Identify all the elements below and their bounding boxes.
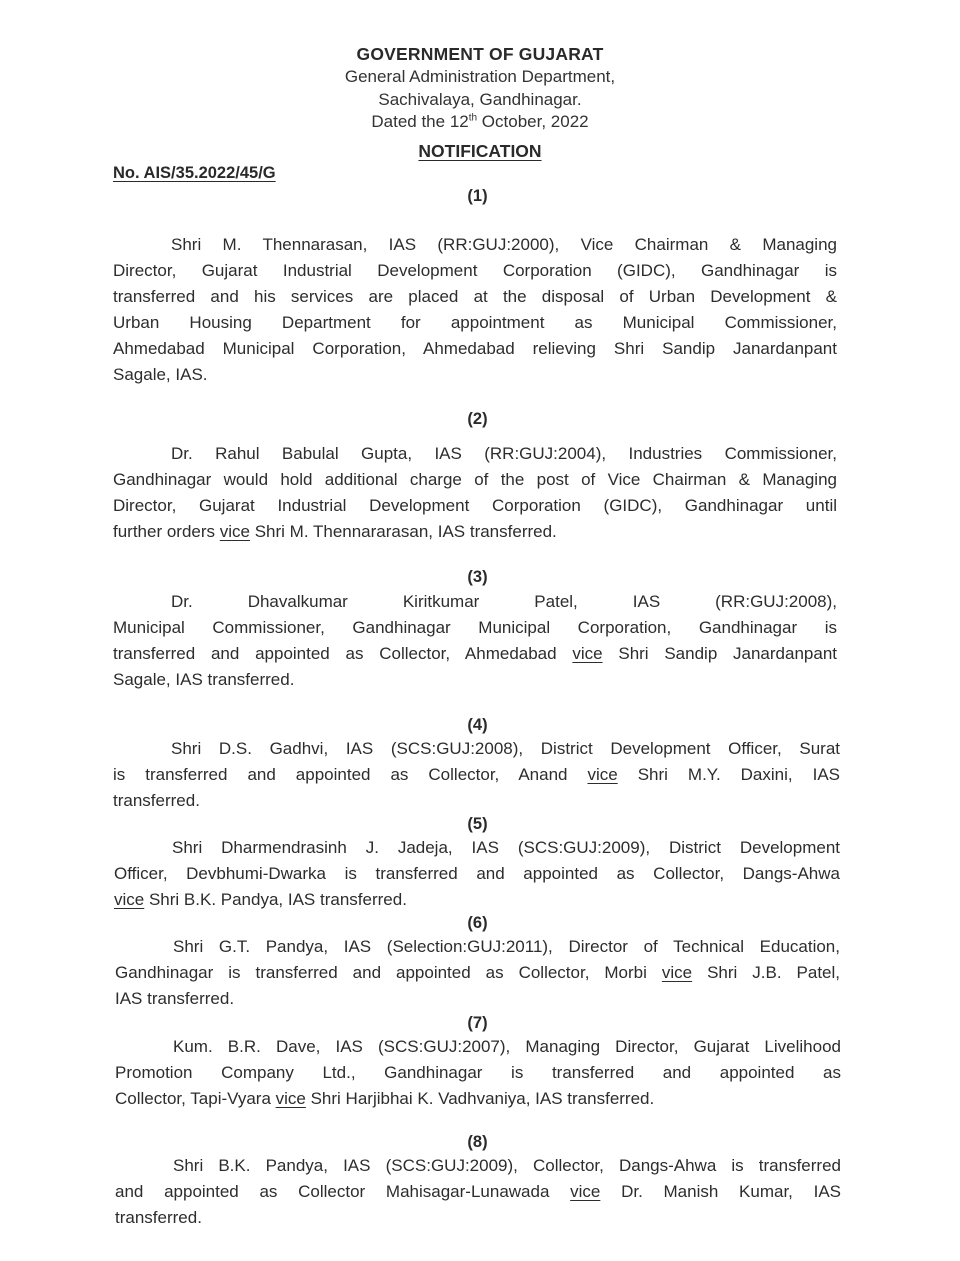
date-suffix: October, 2022 (477, 112, 589, 131)
paragraph-line (114, 835, 840, 861)
paragraph-line (113, 284, 837, 310)
order-number: (4) (467, 716, 488, 734)
text-segment: Shri M.Y. Daxini, IAS (617, 765, 840, 784)
notification-number: No. AIS/35.2022/45/G (113, 164, 276, 182)
text-segment: Director, Gujarat Industrial Development Corporation (GIDC), Gandhinagar until (113, 496, 837, 515)
paragraph-line (115, 986, 840, 1012)
text-segment: Municipal Commissioner, Gandhinagar Municipal Corporation, Gandhinagar is (113, 618, 837, 637)
vice-term: vice (114, 890, 145, 909)
paragraph-line (113, 467, 837, 493)
order-paragraph (115, 934, 840, 1012)
text-segment: Promotion Company Ltd., Gandhinagar is transferred and appointed as (115, 1063, 841, 1082)
text-segment: Shri Harjibhai K. Vadhvaniya, IAS transferred. (305, 1089, 655, 1108)
order-paragraph (113, 589, 837, 693)
order-paragraph (113, 441, 837, 545)
text-segment: is transferred and appointed as Collector, Anand (113, 765, 588, 784)
paragraph-line (113, 736, 840, 762)
text-segment: Sagale, IAS. (113, 365, 208, 384)
text-segment: Shri Sandip Janardanpant (602, 644, 837, 663)
text-segment: Collector, Tapi-Vyara (115, 1089, 276, 1108)
paragraph-line (113, 258, 837, 284)
paragraph-line (115, 1060, 841, 1086)
paragraph-line (113, 336, 837, 362)
vice-term: vice (570, 1182, 601, 1201)
text-segment: Shri J.B. Patel, (692, 963, 840, 982)
order-number: (5) (467, 815, 488, 833)
order-number: (7) (467, 1014, 488, 1032)
text-segment: Urban Housing Department for appointment as Municipal Commissioner, (113, 313, 837, 332)
paragraph-line (113, 493, 837, 519)
paragraph-line (113, 441, 837, 467)
text-segment: Shri B.K. Pandya, IAS transferred. (144, 890, 407, 909)
text-segment: further orders (113, 522, 220, 541)
text-segment: and appointed as Collector Mahisagar-Lunawada (115, 1182, 571, 1201)
paragraph-line (113, 310, 837, 336)
government-title: GOVERNMENT OF GUJARAT (356, 44, 604, 64)
notification-heading: NOTIFICATION (418, 141, 542, 161)
text-segment: Dr. Manish Kumar, IAS (600, 1182, 841, 1201)
text-segment: IAS transferred. (115, 989, 235, 1008)
paragraph-line (115, 1034, 841, 1060)
text-segment: transferred and his services are placed at the disposal of Urban Development & (113, 287, 837, 306)
order-number: (8) (467, 1133, 488, 1151)
vice-term: vice (661, 963, 693, 982)
vice-term: vice (572, 644, 603, 663)
date-prefix: Dated the 12 (371, 112, 469, 131)
text-segment: Gandhinagar is transferred and appointed as Collector, Morbi (115, 963, 662, 982)
paragraph-line (114, 861, 840, 887)
paragraph-line (113, 232, 837, 258)
text-segment: transferred. (113, 791, 200, 810)
text-segment: Ahmedabad Municipal Corporation, Ahmedabad relieving Shri Sandip Janardanpant (113, 339, 837, 358)
text-segment: Sagale, IAS transferred. (113, 670, 295, 689)
paragraph-line (115, 1205, 841, 1231)
order-paragraph (114, 835, 840, 913)
order-paragraph (113, 736, 840, 814)
text-segment: transferred and appointed as Collector, Ahmedabad (113, 644, 573, 663)
text-segment: Dr. Rahul Babulal Gupta, IAS (RR:GUJ:2004), Industries Commissioner, (171, 444, 837, 463)
text-segment: Shri M. Thennarasan, IAS (RR:GUJ:2000), Vice Chairman & Managing (171, 235, 837, 254)
paragraph-line (113, 788, 840, 814)
text-segment: Director, Gujarat Industrial Development Corporation (GIDC), Gandhinagar is (113, 261, 837, 280)
text-segment: Shri Dharmendrasinh J. Jadeja, IAS (SCS:GUJ:2009), District Development (172, 838, 840, 857)
text-segment: transferred. (115, 1208, 202, 1227)
paragraph-line (113, 667, 837, 693)
text-segment: Officer, Devbhumi-Dwarka is transferred and appointed as Collector, Dangs-Ahwa (114, 864, 840, 883)
order-paragraph (113, 232, 837, 388)
order-number: (2) (467, 410, 488, 428)
paragraph-line (114, 887, 840, 913)
paragraph-line (115, 1179, 841, 1205)
date-superscript: th (468, 112, 478, 124)
text-segment: Dr. Dhavalkumar Kiritkumar Patel, IAS (RR:GUJ:2008), (171, 592, 837, 611)
office-location: Sachivalaya, Gandhinagar. (378, 90, 582, 109)
text-segment: Shri D.S. Gadhvi, IAS (SCS:GUJ:2008), District Development Officer, Surat (171, 739, 840, 758)
order-number: (6) (467, 914, 488, 932)
text-segment: Kum. B.R. Dave, IAS (SCS:GUJ:2007), Managing Director, Gujarat Livelihood (173, 1037, 841, 1056)
vice-term: vice (219, 522, 250, 541)
paragraph-line (115, 934, 840, 960)
text-segment: Gandhinagar would hold additional charge of the post of Vice Chairman & Managing (113, 470, 837, 489)
paragraph-line (115, 1153, 841, 1179)
paragraph-line (113, 519, 837, 545)
order-number: (1) (467, 187, 488, 205)
date-line (0, 112, 960, 132)
paragraph-line (113, 362, 837, 388)
department-name: General Administration Department, (344, 67, 616, 86)
paragraph-line (115, 960, 840, 986)
order-paragraph (115, 1153, 841, 1231)
vice-term: vice (587, 765, 618, 784)
vice-term: vice (275, 1089, 306, 1108)
paragraph-line (113, 615, 837, 641)
paragraph-line (113, 641, 837, 667)
paragraph-line (113, 589, 837, 615)
paragraph-line (115, 1086, 841, 1112)
text-segment: Shri B.K. Pandya, IAS (SCS:GUJ:2009), Collector, Dangs-Ahwa is transferred (173, 1156, 841, 1175)
order-paragraph (115, 1034, 841, 1112)
paragraph-line (113, 762, 840, 788)
text-segment: Shri G.T. Pandya, IAS (Selection:GUJ:2011), Director of Technical Education, (173, 937, 840, 956)
text-segment: Shri M. Thennararasan, IAS transferred. (250, 522, 557, 541)
order-number: (3) (467, 568, 488, 586)
